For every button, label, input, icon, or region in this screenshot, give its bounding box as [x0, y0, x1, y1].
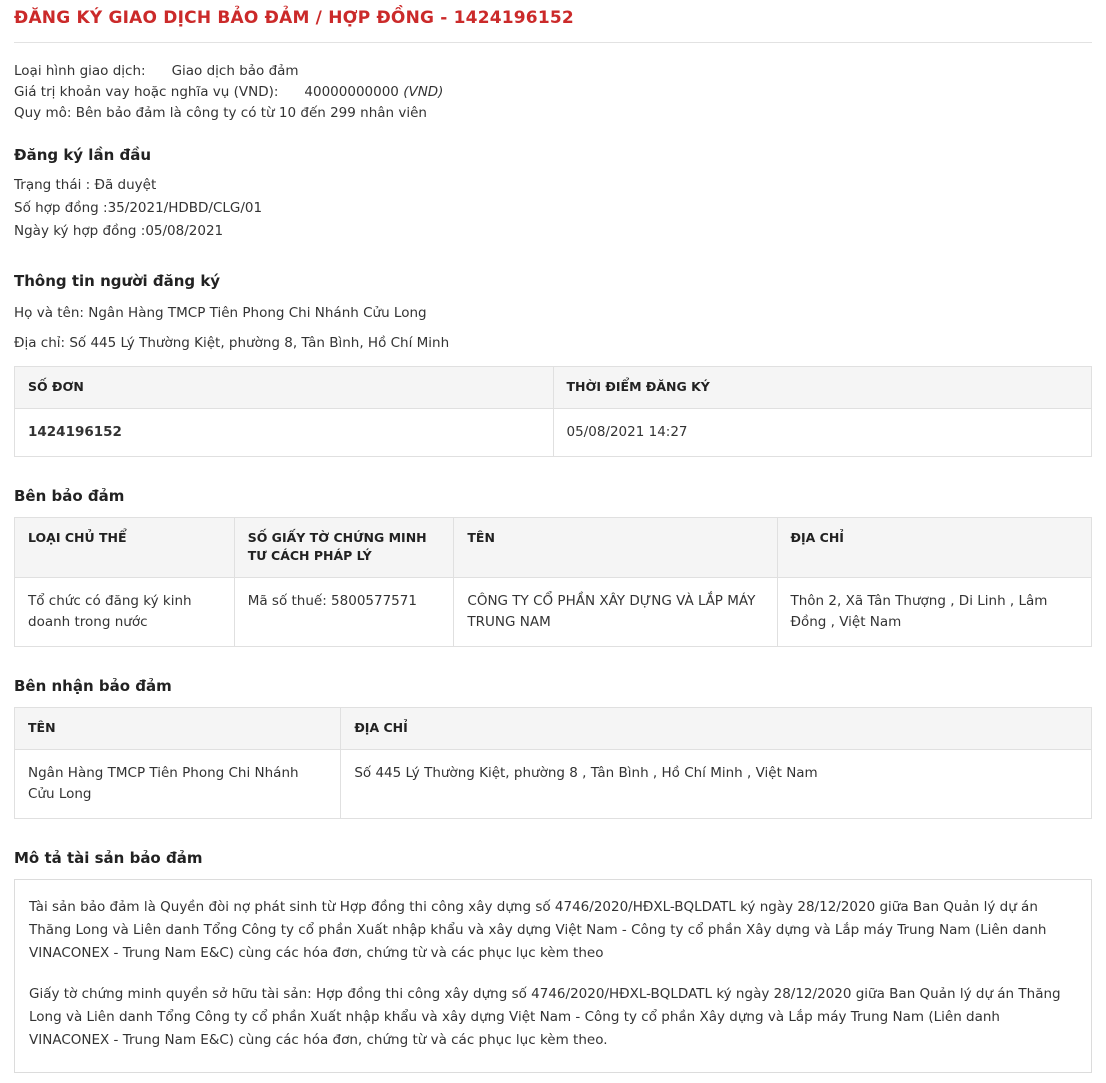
company-scale-line: Quy mô: Bên bảo đảm là công ty có từ 10 đến 299 nhân viên [14, 105, 427, 121]
status-value: Đã duyệt [94, 177, 157, 193]
loan-value-amount: 40000000000 [304, 84, 399, 100]
securing-party-table [14, 517, 1092, 647]
registrant-name-line: Họ và tên: Ngân Hàng TMCP Tiên Phong Chi Nhánh Cửu Long [14, 305, 427, 321]
securing-party-header-dia-chi: ĐỊA CHỈ [777, 517, 1092, 578]
transaction-type-value: Giao dịch bảo đảm [171, 63, 299, 79]
registration-table-header-row [15, 367, 1092, 409]
registration-time-cell: 05/08/2021 14:27 [553, 408, 1092, 456]
registration-table [14, 366, 1092, 457]
page-title: ĐĂNG KÝ GIAO DỊCH BẢO ĐẢM / HỢP ĐỒNG - 1424196152 [14, 6, 1092, 43]
loan-value-line [14, 82, 1092, 103]
contract-number-value: 35/2021/HDBD/CLG/01 [107, 200, 263, 216]
securing-party-type-cell: Tổ chức có đăng ký kinh doanh trong nước [15, 578, 235, 647]
securing-party-name-cell: CÔNG TY CỔ PHẦN XÂY DỰNG VÀ LẮP MÁY TRUNG NAM [454, 578, 777, 647]
loan-value-label: Giá trị khoản vay hoặc nghĩa vụ (VND): [14, 84, 279, 100]
securing-party-heading: Bên bảo đảm [14, 486, 125, 505]
transaction-type-line [14, 61, 1092, 82]
first-registration-block [14, 174, 1092, 242]
loan-value-unit: (VND) [403, 84, 444, 100]
securing-party-taxid-cell: Mã số thuế: 5800577571 [234, 578, 454, 647]
contract-date-line [14, 220, 1092, 242]
asset-description-box [14, 879, 1092, 1073]
transaction-summary [14, 61, 1092, 124]
securing-party-header-loai-chu-the: LOẠI CHỦ THỂ [15, 517, 235, 578]
registration-table-header-so-don: SỐ ĐƠN [15, 367, 554, 409]
registrant-heading: Thông tin người đăng ký [14, 272, 221, 290]
transaction-type-label: Loại hình giao dịch: [14, 63, 146, 79]
asset-description-paragraph-2: Giấy tờ chứng minh quyền sở hữu tài sản: Hợp đồng thi công xây dựng số 4746/2020/HĐXL-BQLDATL ký ngày 28/12/2020 giữa Ban Quản lý dự án Thăng Long và Liên danh Tổng Công ty cổ phần Xuất nhập khẩu và xây dựng Việt Nam - Công ty cổ phần Xây dựng và Lắp máy Trung Nam (Liên danh VINACONEX - Trung Nam E&C) cùng các hóa đơn, chứng từ và các phục lục kèm theo. [29, 985, 1061, 1048]
contract-number-label: Số hợp đồng : [14, 200, 108, 216]
securing-party-header-row [15, 517, 1092, 578]
secured-party-name-cell: Ngân Hàng TMCP Tiên Phong Chi Nhánh Cửu Long [15, 749, 341, 818]
first-registration-heading: Đăng ký lần đầu [14, 146, 152, 164]
secured-party-table [14, 707, 1092, 819]
secured-party-address-cell: Số 445 Lý Thường Kiệt, phường 8 , Tân Bình , Hồ Chí Minh , Việt Nam [341, 749, 1092, 818]
status-line [14, 174, 1092, 196]
secured-party-header-row [15, 708, 1092, 750]
table-row [15, 578, 1092, 647]
asset-description-heading: Mô tả tài sản bảo đảm [14, 848, 203, 867]
securing-party-header-ten: TÊN [454, 517, 777, 578]
securing-party-address-cell: Thôn 2, Xã Tân Thượng , Di Linh , Lâm Đồng , Việt Nam [777, 578, 1092, 647]
contract-date-label: Ngày ký hợp đồng : [14, 223, 146, 239]
registration-table-header-thoi-diem: THỜI ĐIỂM ĐĂNG KÝ [553, 367, 1092, 409]
contract-number-line [14, 197, 1092, 219]
asset-description-paragraph-1: Tài sản bảo đảm là Quyền đòi nợ phát sinh từ Hợp đồng thi công xây dựng số 4746/2020/HĐXL-BQLDATL ký ngày 28/12/2020 giữa Ban Quản lý dự án Thăng Long và Liên danh Tổng Công ty cổ phần Xuất nhập khẩu và xây dựng Việt Nam - Công ty cổ phần Xây dựng và Lắp máy Trung Nam (Liên danh VINACONEX - Trung Nam E&C) cùng các hóa đơn, chứng từ và các phục lục kèm theo [29, 898, 1047, 961]
securing-party-header-so-giay-to: SỐ GIẤY TỜ CHỨNG MINH TƯ CÁCH PHÁP LÝ [234, 517, 454, 578]
registrant-address-line: Địa chỉ: Số 445 Lý Thường Kiệt, phường 8, Tân Bình, Hồ Chí Minh [14, 335, 450, 351]
secured-party-header-ten: TÊN [15, 708, 341, 750]
status-label: Trạng thái : [14, 177, 91, 193]
secured-party-header-dia-chi: ĐỊA CHỈ [341, 708, 1092, 750]
table-row [15, 749, 1092, 818]
secured-party-heading: Bên nhận bảo đảm [14, 677, 172, 696]
application-number-cell: 1424196152 [15, 408, 554, 456]
table-row [15, 408, 1092, 456]
contract-date-value: 05/08/2021 [145, 223, 224, 239]
